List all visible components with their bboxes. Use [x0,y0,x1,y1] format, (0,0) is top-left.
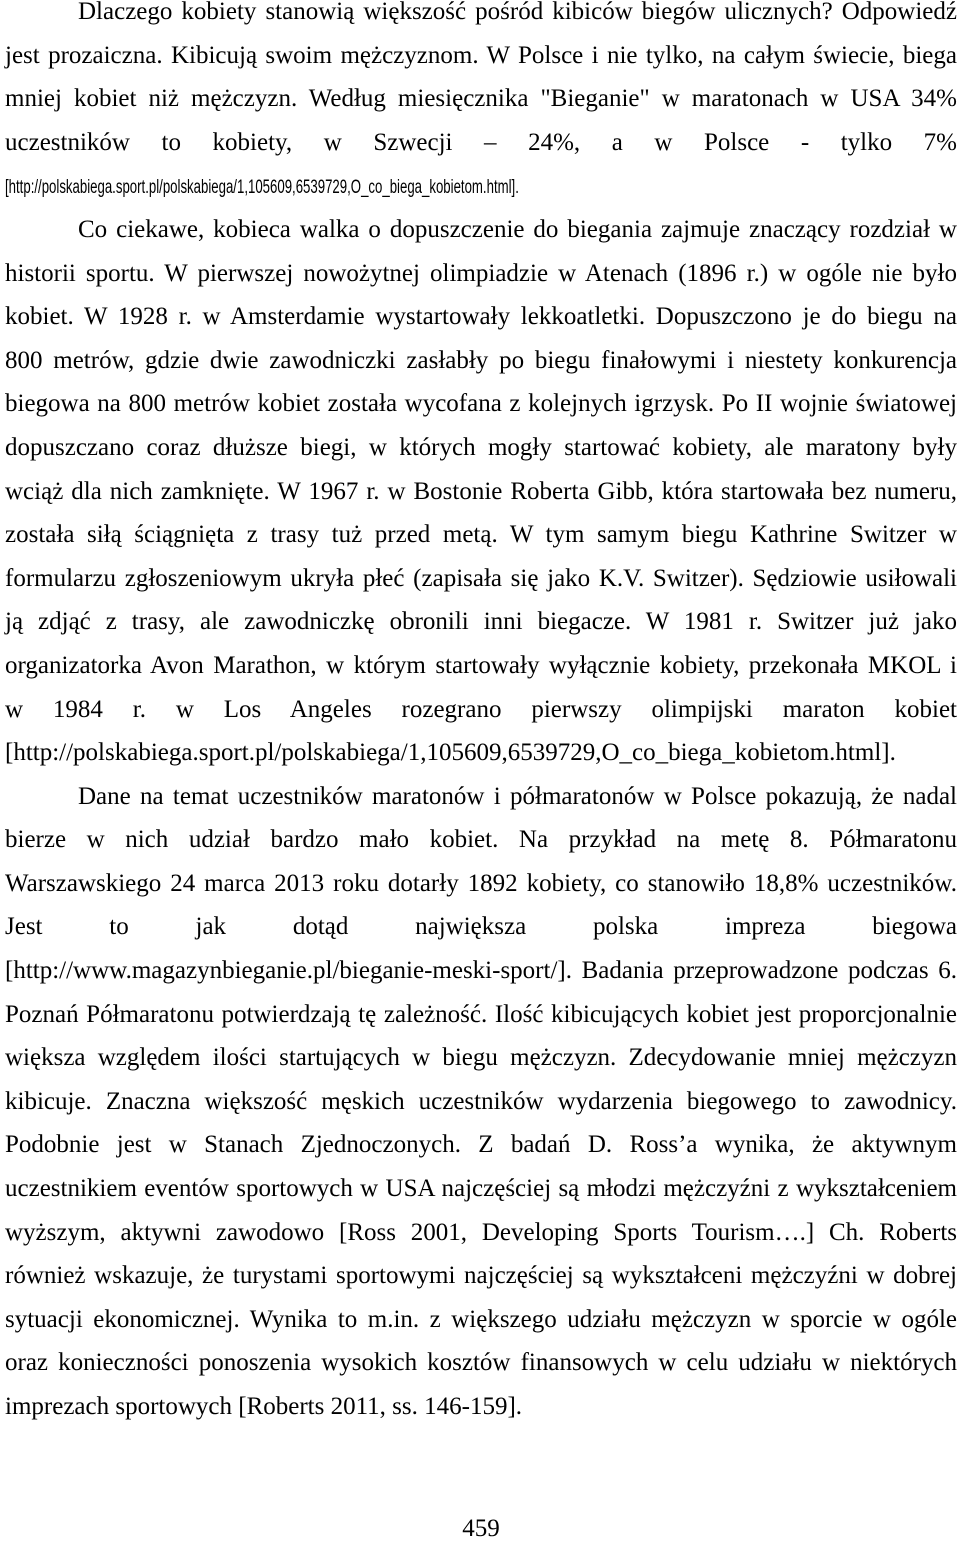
text-line: historii sportu. W pierwszej nowożytnej olimpiadzie w Atenach (1896 r.) w ogóle nie było [5,259,957,287]
text-line: Podobnie jest w Stanach Zjednoczonych. Z badań D. Ross’a wynika, że aktywnym [5,1131,957,1159]
text-line: wyższym, aktywni zawodowo [Ross 2001, Developing Sports Tourism….] Ch. Roberts [5,1218,957,1246]
text-line: uczestników to kobiety, w Szwecji – 24%, a w Polsce - tylko 7% [5,128,957,156]
text-line: Jest to jak dotąd największa polska impreza biegowa [5,913,957,941]
text-line: formularzu zgłoszeniowym ukryła płeć (zapisała się jako K.V. Switzer). Sędziowie usiłowali [5,564,957,592]
paragraph-2 [5,208,957,775]
text-line: Dane na temat uczestników maratonów i półmaratonów w Polsce pokazują, że nadal [78,782,957,810]
text-line: sytuacji ekonomicznej. Wynika to m.in. z większego udziału mężczyzn w sporcie w ogóle [5,1305,957,1333]
text-line: [http://polskabiega.sport.pl/polskabiega/1,105609,6539729,O_co_biega_kobietom.html]. [5,739,896,767]
text-line: kobiet. W 1928 r. w Amsterdamie wystartowały lekkoatletki. Dopuszczono je do biegu na [5,303,957,331]
text-line: Co ciekawe, kobieca walka o dopuszczenie do biegania zajmuje znaczący rozdział w [78,215,957,243]
text-line: uczestnikiem eventów sportowych w USA najczęściej są młodzi mężczyźni z wykształceniem [5,1175,957,1203]
text-line: Dlaczego kobiety stanowią większość pośród kibiców biegów ulicznych? Odpowiedź [78,0,957,25]
text-line: również wskazuje, że turystami sportowymi najczęściej są wykształceni mężczyźni w dobrej [5,1262,957,1290]
page-number: 459 [462,1515,500,1542]
text-line: organizatorka Avon Marathon, w którym startowały wyłącznie kobiety, przekonała MKOL i [5,651,957,679]
text-line: biegowa na 800 metrów kobiet została wycofana z kolejnych igrzysk. Po II wojnie światowej [5,390,957,418]
text-line: 800 metrów, gdzie dwie zawodniczki zasłabły po biegu finałowymi i niestety konkurencja [5,346,957,374]
text-line: [http://www.magazynbieganie.pl/bieganie-meski-sport/]. Badania przeprowadzone podczas 6. [5,957,957,985]
text-line: oraz konieczności ponoszenia wysokich kosztów finansowych w celu udziału w niektórych [5,1349,957,1377]
text-line: jest prozaiczna. Kibicują swoim mężczyznom. W Polsce i nie tylko, na całym świecie, biega [5,41,957,69]
paragraph-1 [5,0,957,208]
text-line [5,164,957,208]
text-line: została siłą ściągnięta z trasy tuż przed metą. W tym samym biegu Kathrine Switzer w [5,521,957,549]
text-line: imprezach sportowych [Roberts 2011, ss. 146-159]. [5,1393,523,1420]
text-line: większa względem ilości startujących w biegu mężczyzn. Zdecydowanie mniej mężczyzn [5,1044,957,1072]
text-line: kibicuje. Znaczna większość męskich uczestników wydarzenia biegowego to zawodnicy. [5,1087,957,1115]
text-line: w 1984 r. w Los Angeles rozegrano pierwszy olimpijski maraton kobiet [5,695,957,723]
text-line: wciąż dla nich zamknięte. W 1967 r. w Bostonie Roberta Gibb, która startowała bez numeru, [5,477,957,505]
text-line: mniej kobiet niż mężczyzn. Według miesięcznika "Bieganie" w maratonach w USA 34% [5,85,957,113]
text-line: dopuszczano coraz dłuższe biegi, w których mogły startować kobiety, ale maratony były [5,433,957,461]
text-line: Warszawskiego 24 marca 2013 roku dotarły 1892 kobiety, co stanowiło 18,8% uczestników. [5,869,957,897]
source-url: [http://polskabiega.sport.pl/polskabiega/1,105609,6539729,O_co_biega_kobietom.html]. [5,177,519,199]
body-text [5,0,957,1429]
text-line: bierze w nich udział bardzo mało kobiet. Na przykład na metę 8. Półmaratonu [5,826,957,854]
text-line: Poznań Półmaratonu potwierdzają tę zależność. Ilość kibicujących kobiet jest proporcjonalnie [5,1000,957,1028]
text-line: ją zdjąć z trasy, ale zawodniczkę obronili inni biegacze. W 1981 r. Switzer już jako [5,608,957,636]
paragraph-3 [5,775,957,1429]
